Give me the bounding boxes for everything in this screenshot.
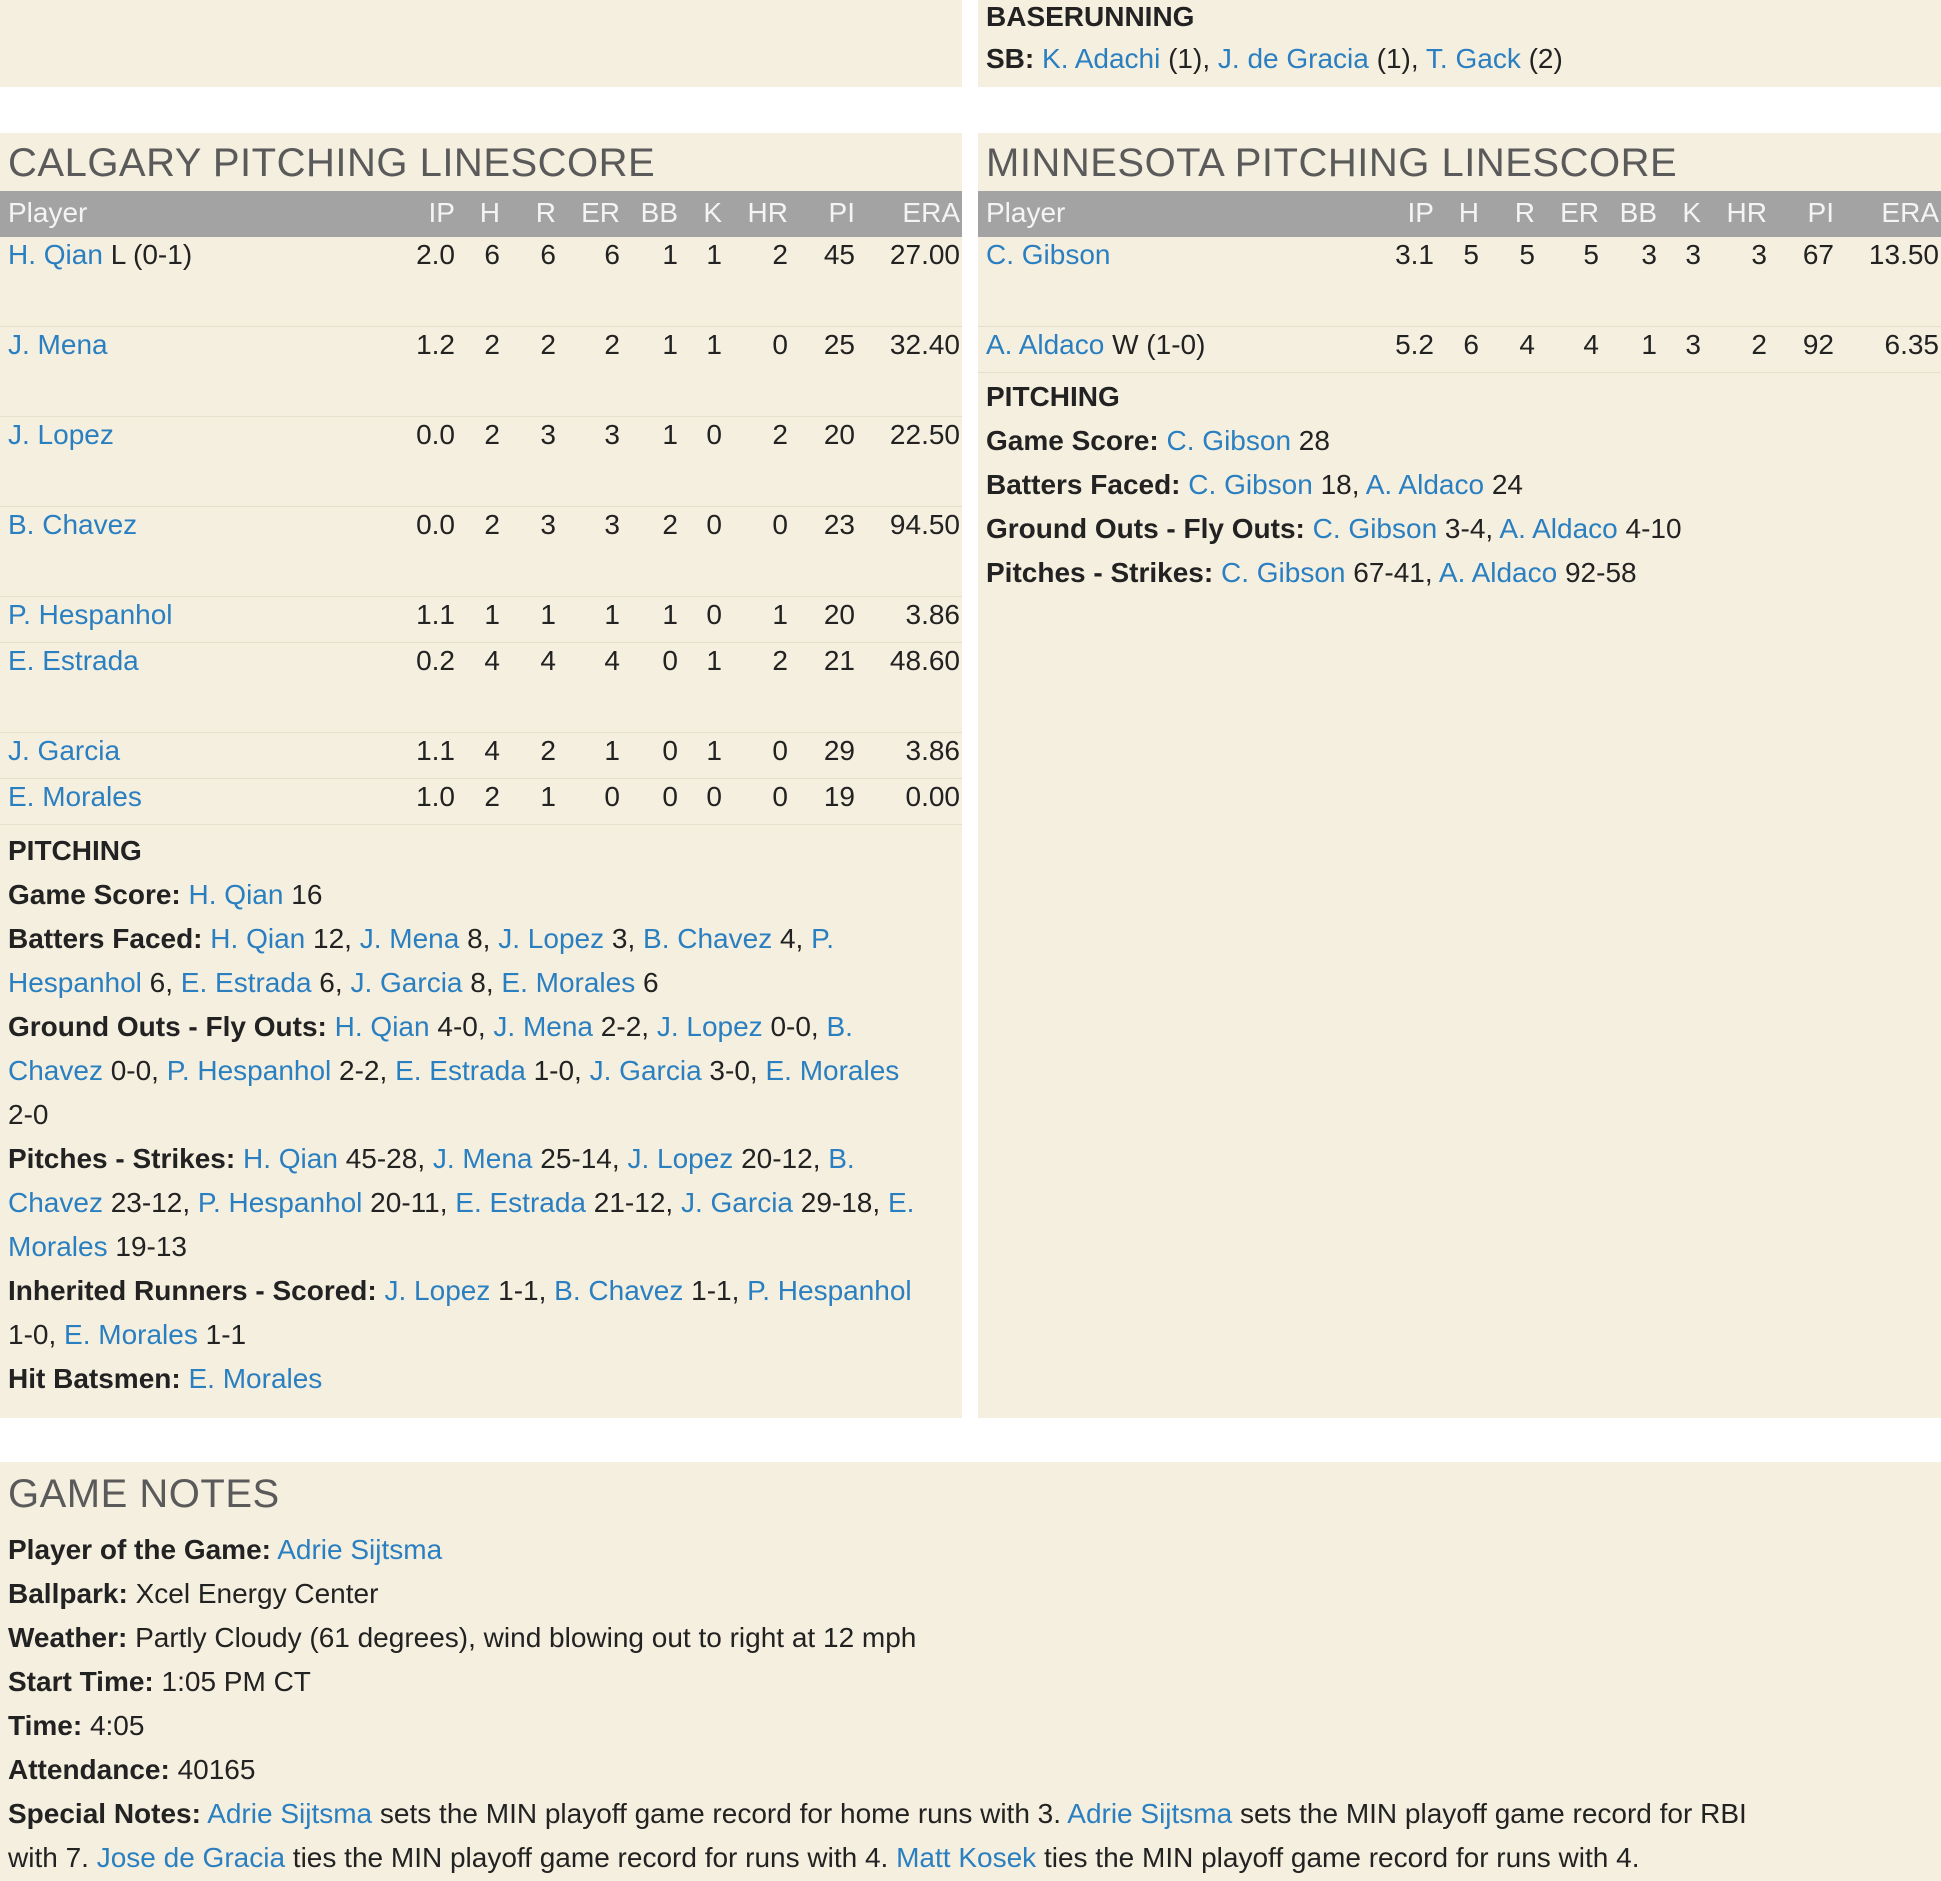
player-link[interactable]: J. Lopez [656,1011,763,1042]
player-link[interactable]: A. Aldaco [1499,513,1618,544]
player-stat-text: 29-18, [792,1187,888,1218]
stat-pi: 25 [823,329,855,360]
calgary-hb [188,1363,322,1394]
calgary-table-header [0,191,962,237]
special-notes-1 [207,1798,1747,1829]
stat-k: 0 [706,781,722,812]
player-stat-text: 2-2, [593,1011,657,1042]
player-stat-text: 6 [635,967,659,998]
calgary-pitching-title: CALGARY PITCHING LINESCORE [8,141,656,185]
stat-k: 1 [706,735,722,766]
stat-hr: 0 [772,509,788,540]
weather-label: Weather: [8,1622,128,1653]
player-stat-text: 1-1 [197,1319,247,1350]
player-stat-text: 21-12, [586,1187,681,1218]
stat-r: 4 [1519,329,1535,360]
stat-er: 0 [604,781,620,812]
stat-ip: 1.1 [416,735,455,766]
player-stat-text: sets the MIN playoff game record for home runs with 3. [372,1798,1068,1829]
stat-pi: 21 [823,645,855,676]
player-link[interactable]: B. [826,1011,853,1042]
minnesota-batters-faced [1188,469,1523,500]
stat-er: 1 [604,599,620,630]
baserunning-heading: BASERUNNING [986,1,1195,32]
calgary-gofo-3: 2-0 [8,1099,49,1130]
ballpark-label: Ballpark: [8,1578,128,1609]
player-stat-text: 45-28, [337,1143,433,1174]
player-link[interactable]: E. [887,1187,915,1218]
player-link[interactable]: H. Qian [188,879,284,910]
game-notes-title: GAME NOTES [8,1472,280,1516]
column-header-hr[interactable]: HR [1726,197,1767,228]
player-link[interactable]: C. Gibson [1220,557,1346,588]
player-link[interactable]: K. Adachi [1042,43,1161,74]
special-notes-2-prefix: with 7. [8,1842,97,1873]
stat-h: 6 [484,239,500,270]
stat-ip: 0.0 [416,419,455,450]
calgary-ps-2 [8,1187,914,1218]
pitcher-name-cell [8,645,139,677]
stat-ip: 1.0 [416,781,455,812]
calgary-ir-label: Inherited Runners - Scored: [8,1275,377,1306]
player-link[interactable]: J. Mena [432,1143,533,1174]
pitcher-row [0,507,962,597]
stat-pi: 19 [823,781,855,812]
column-header-er[interactable]: ER [581,197,620,228]
player-link[interactable]: E. Estrada [455,1187,586,1218]
player-stat-text: 1-0, [525,1055,590,1086]
pitcher-link[interactable]: B. Chavez [8,509,138,540]
calgary-ir-1 [385,1275,912,1306]
calgary-table-body [0,237,962,825]
player-stat-text: 0-0, [762,1011,827,1042]
player-link[interactable]: Hespanhol [8,967,142,998]
stat-era: 3.86 [905,735,960,766]
player-stat-text: 0-0, [102,1055,167,1086]
player-link[interactable]: J. Lopez [498,923,605,954]
weather-value: Partly Cloudy (61 degrees), wind blowing out to right at 12 mph [127,1622,917,1653]
stat-era: 48.60 [889,645,960,676]
stat-k: 3 [1685,329,1701,360]
player-stat-text: sets the MIN playoff game record for RBI [1232,1798,1747,1829]
stat-h: 4 [484,645,500,676]
minnesota-ps [1221,557,1637,588]
column-header-r[interactable]: R [535,197,556,228]
stat-h: 2 [484,329,500,360]
stat-h: 4 [484,735,500,766]
calgary-batters-faced-label: Batters Faced: [8,923,203,954]
stat-pi: 20 [823,419,855,450]
special-notes-label: Special Notes: [8,1798,201,1829]
minnesota-batters-faced-label: Batters Faced: [986,469,1181,500]
potg-label: Player of the Game: [8,1534,271,1565]
stat-hr: 2 [772,645,788,676]
special-notes-2 [97,1842,1640,1873]
stat-bb: 0 [662,645,678,676]
stat-pi: 20 [823,599,855,630]
player-stat-text: 4-10 [1617,513,1682,544]
stat-er: 3 [604,509,620,540]
stat-era: 27.00 [889,239,960,270]
stat-hr: 0 [772,781,788,812]
column-header-pi[interactable]: PI [828,197,855,228]
column-header-k[interactable]: K [703,197,722,228]
pitcher-name-cell [8,509,137,541]
calgary-ir-2-prefix: 1-0, [8,1319,65,1350]
calgary-pitching-panel [0,133,962,1418]
stat-hr: 0 [772,735,788,766]
player-link[interactable]: J. Lopez [384,1275,491,1306]
stat-k: 1 [706,645,722,676]
sb-label: SB: [986,43,1035,74]
pitcher-row [0,597,962,643]
player-link[interactable]: Adrie Sijtsma [207,1798,373,1829]
player-stat-text: 20-12, [733,1143,829,1174]
player-link[interactable]: E. Estrada [395,1055,526,1086]
stat-bb: 3 [1641,239,1657,270]
time-label: Time: [8,1710,83,1741]
stat-pi: 67 [1802,239,1834,270]
player-link[interactable]: C. Gibson [1312,513,1438,544]
stat-h: 2 [484,781,500,812]
stat-ip: 5.2 [1395,329,1434,360]
stat-k: 1 [706,329,722,360]
pitcher-name-cell [986,329,1205,361]
stat-h: 1 [484,599,500,630]
top-left-panel [0,0,962,87]
stat-bb: 1 [662,329,678,360]
stat-ip: 2.0 [416,239,455,270]
player-stat-text: 8, [462,967,502,998]
pitcher-row [0,327,962,417]
player-link[interactable]: Chavez [8,1055,103,1086]
stat-ip: 0.2 [416,645,455,676]
column-header-player[interactable]: Player [986,197,1066,228]
pitcher-link[interactable]: P. Hespanhol [8,599,173,630]
stat-r: 1 [540,599,556,630]
column-header-hr[interactable]: HR [747,197,788,228]
pitcher-link[interactable]: E. Estrada [8,645,139,676]
stat-pi: 92 [1802,329,1834,360]
player-link[interactable]: J. Garcia [350,967,463,998]
calgary-batters-faced-2 [8,967,659,998]
stat-k: 3 [1685,239,1701,270]
pitcher-row [0,643,962,733]
pitcher-name-cell [8,735,120,767]
column-header-r[interactable]: R [1514,197,1535,228]
pitcher-name-cell [8,419,114,451]
column-header-bb[interactable]: BB [640,197,678,228]
player-link[interactable]: B. Chavez [554,1275,684,1306]
player-stat-text: ties the MIN playoff game record for runs with 4. [285,1842,897,1873]
stat-er: 1 [604,735,620,766]
stat-pi: 23 [823,509,855,540]
stat-er: 6 [604,239,620,270]
attendance-label: Attendance: [8,1754,170,1785]
minnesota-gofo [1313,513,1682,544]
player-stat-text: 6, [311,967,351,998]
player-link[interactable]: B. [828,1143,855,1174]
player-link[interactable]: J. Mena [359,923,460,954]
column-header-era[interactable]: ERA [902,197,960,228]
stat-ip: 3.1 [1395,239,1434,270]
stat-h: 2 [484,509,500,540]
stat-pi: 45 [823,239,855,270]
stat-hr: 2 [1751,329,1767,360]
start-time-label: Start Time: [8,1666,154,1697]
player-stat-text: 24 [1484,469,1523,500]
player-link[interactable]: E. Estrada [180,967,312,998]
stat-r: 2 [540,735,556,766]
stat-bb: 2 [662,509,678,540]
player-stat-text: ties the MIN playoff game record for runs with 4. [1036,1842,1640,1873]
sb-list [1042,43,1563,74]
stat-bb: 1 [1641,329,1657,360]
stat-r: 3 [540,419,556,450]
start-time-value: 1:05 PM CT [153,1666,311,1697]
player-link[interactable]: A. Aldaco [1365,469,1485,500]
stat-r: 2 [540,329,556,360]
stat-ip: 0.0 [416,509,455,540]
player-link[interactable]: C. Gibson [1188,469,1313,500]
potg-link[interactable]: Adrie Sijtsma [277,1534,443,1565]
stat-ip: 1.1 [416,599,455,630]
player-link[interactable]: A. Aldaco [1438,557,1558,588]
pitcher-name-cell [986,239,1111,271]
column-header-era[interactable]: ERA [1881,197,1939,228]
minnesota-table-header [978,191,1941,237]
pitcher-name-cell [8,781,142,813]
stat-era: 13.50 [1868,239,1939,270]
player-stat-text: (1), [1368,43,1426,74]
stat-r: 5 [1519,239,1535,270]
calgary-ps-label: Pitches - Strikes: [8,1143,236,1174]
player-link[interactable]: C. Gibson [1166,425,1292,456]
stat-er: 4 [604,645,620,676]
player-link[interactable]: P. Hespanhol [166,1055,332,1086]
stat-hr: 3 [1751,239,1767,270]
stat-bb: 1 [662,419,678,450]
stat-era: 6.35 [1884,329,1939,360]
player-link[interactable]: J. Garcia [680,1187,793,1218]
player-stat-text: 4, [772,923,812,954]
player-link[interactable]: E. Morales [188,1363,323,1394]
player-link[interactable]: P. [811,923,834,954]
player-stat-text: 6, [141,967,181,998]
pitcher-link[interactable]: J. Garcia [8,735,121,766]
game-notes-panel [0,1462,1941,1881]
calgary-gofo-2 [8,1055,899,1086]
column-header-bb[interactable]: BB [1619,197,1657,228]
column-header-h[interactable]: H [479,197,500,228]
stat-hr: 1 [772,599,788,630]
player-link[interactable]: J. Mena [493,1011,594,1042]
pitcher-link[interactable]: C. Gibson [986,239,1111,270]
pitcher-link[interactable]: J. Mena [8,329,108,360]
decision-note: L (0-1) [102,239,193,270]
player-stat-text: 19-13 [107,1231,187,1262]
player-link[interactable]: Jose de Gracia [96,1842,286,1873]
stat-r: 6 [540,239,556,270]
stat-ip: 1.2 [416,329,455,360]
stat-bb: 1 [662,239,678,270]
player-stat-text: (2) [1520,43,1563,74]
stat-pi: 29 [823,735,855,766]
player-stat-text: 2-2, [331,1055,396,1086]
calgary-game-score-label: Game Score: [8,879,181,910]
pitcher-row [0,417,962,507]
player-link[interactable]: Adrie Sijtsma [1067,1798,1233,1829]
stat-r: 4 [540,645,556,676]
player-stat-text: 20-11, [362,1187,456,1218]
stat-er: 4 [1583,329,1599,360]
calgary-gofo-1 [335,1011,853,1042]
pitcher-name-cell [8,329,108,361]
player-link[interactable]: J. Lopez [627,1143,734,1174]
ballpark-value: Xcel Energy Center [127,1578,379,1609]
player-link[interactable]: H. Qian [210,923,306,954]
stat-bb: 0 [662,781,678,812]
player-link[interactable]: J. Garcia [589,1055,702,1086]
player-link[interactable]: E. Morales [765,1055,900,1086]
stat-k: 0 [706,599,722,630]
calgary-pitching-heading: PITCHING [8,835,142,866]
pitcher-row [0,779,962,825]
decision-note: W (1-0) [1104,329,1206,360]
column-header-k[interactable]: K [1682,197,1701,228]
player-stat-text: 18, [1312,469,1366,500]
player-stat-text: 1-1, [490,1275,555,1306]
minnesota-pitching-title: MINNESOTA PITCHING LINESCORE [986,141,1678,185]
stat-era: 0.00 [905,781,960,812]
player-stat-text: 67-41, [1345,557,1439,588]
baserunning-panel [978,0,1941,87]
time-value: 4:05 [82,1710,145,1741]
minnesota-pitching-heading: PITCHING [986,381,1120,412]
stat-er: 2 [604,329,620,360]
player-stat-text: 3-4, [1437,513,1500,544]
player-link[interactable]: Matt Kosek [896,1842,1037,1873]
stat-era: 3.86 [905,599,960,630]
pitcher-row [978,237,1941,327]
stat-era: 32.40 [889,329,960,360]
player-stat-text: 4-0, [429,1011,494,1042]
player-stat-text: 16 [283,879,323,910]
stat-bb: 1 [662,599,678,630]
player-stat-text: 3, [604,923,644,954]
pitcher-row [0,237,962,327]
stat-hr: 0 [772,329,788,360]
player-stat-text: 25-14, [532,1143,628,1174]
player-stat-text: 23-12, [102,1187,198,1218]
stat-k: 1 [706,239,722,270]
minnesota-gofo-label: Ground Outs - Fly Outs: [986,513,1305,544]
stat-r: 3 [540,509,556,540]
player-link[interactable]: P. Hespanhol [747,1275,912,1306]
pitcher-row [0,733,962,779]
stat-er: 5 [1583,239,1599,270]
pitcher-link[interactable]: A. Aldaco [986,329,1105,360]
stat-h: 5 [1463,239,1479,270]
minnesota-ps-label: Pitches - Strikes: [986,557,1214,588]
calgary-ps-1 [243,1143,855,1174]
pitcher-link[interactable]: E. Morales [8,781,142,812]
player-stat-text: 92-58 [1557,557,1637,588]
attendance-value: 40165 [169,1754,256,1785]
pitcher-row [978,327,1941,373]
calgary-ir-2 [64,1319,246,1350]
column-header-er[interactable]: ER [1560,197,1599,228]
column-header-pi[interactable]: PI [1807,197,1834,228]
column-header-h[interactable]: H [1458,197,1479,228]
minnesota-game-score [1167,425,1330,456]
calgary-hb-label: Hit Batsmen: [8,1363,181,1394]
player-link[interactable]: E. Morales [501,967,636,998]
stat-h: 6 [1463,329,1479,360]
player-stat-text: 28 [1291,425,1330,456]
minnesota-table-body [978,237,1941,373]
player-stat-text: 8, [459,923,499,954]
player-stat-text: (1), [1160,43,1218,74]
minnesota-pitching-panel [978,133,1941,1418]
stat-k: 0 [706,419,722,450]
player-stat-text: 1-1, [683,1275,748,1306]
player-link[interactable]: P. Hespanhol [197,1187,363,1218]
player-link[interactable]: H. Qian [334,1011,430,1042]
column-header-ip[interactable]: IP [428,197,455,228]
calgary-gofo-label: Ground Outs - Fly Outs: [8,1011,327,1042]
player-stat-text: 3-0, [701,1055,766,1086]
calgary-game-score [189,879,323,910]
pitcher-link[interactable]: H. Qian [8,239,103,270]
pitcher-link[interactable]: J. Lopez [8,419,114,450]
stat-bb: 0 [662,735,678,766]
column-header-ip[interactable]: IP [1407,197,1434,228]
calgary-ps-3 [8,1231,187,1262]
pitcher-name-cell [8,239,192,271]
stat-era: 94.50 [889,509,960,540]
player-link[interactable]: E. Morales [64,1319,198,1350]
calgary-batters-faced-1 [210,923,834,954]
stat-h: 2 [484,419,500,450]
stat-hr: 2 [772,419,788,450]
player-link[interactable]: H. Qian [242,1143,338,1174]
stat-era: 22.50 [889,419,960,450]
minnesota-game-score-label: Game Score: [986,425,1159,456]
player-link[interactable]: J. de Gracia [1217,43,1369,74]
player-link[interactable]: Chavez [8,1187,103,1218]
stat-r: 1 [540,781,556,812]
player-link[interactable]: Morales [8,1231,108,1262]
stat-hr: 2 [772,239,788,270]
player-stat-text: 12, [305,923,360,954]
stat-k: 0 [706,509,722,540]
stat-er: 3 [604,419,620,450]
player-link[interactable]: B. Chavez [643,923,773,954]
pitcher-name-cell [8,599,173,631]
column-header-player[interactable]: Player [8,197,88,228]
player-link[interactable]: T. Gack [1425,43,1521,74]
